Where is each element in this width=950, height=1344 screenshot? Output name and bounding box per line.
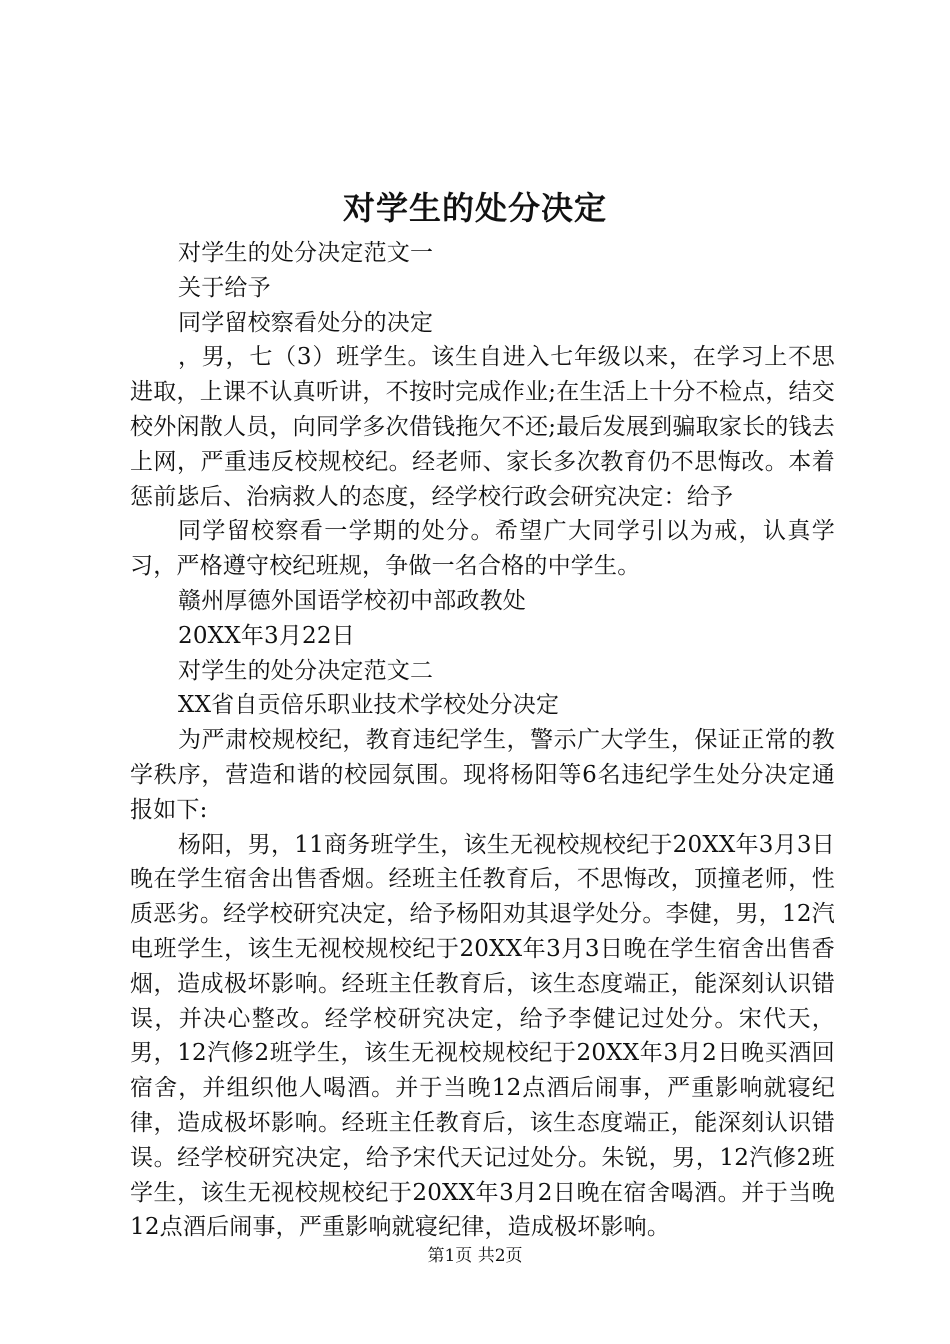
page-footer: 第1页 共2页 (427, 1246, 523, 1266)
paragraph-issuer: 赣州厚德外国语学校初中部政教处 (178, 587, 526, 614)
paragraph-heading-1: 对学生的处分决定范文一 (178, 240, 434, 266)
document-title: 对学生的处分决定 (342, 189, 607, 227)
paragraph-details: 杨阳，男，11商务班学生，该生无视校规校纪于20XX年3月3日晚在学生宿舍出售香烟。经班主任教育后，不思悔改，顶撞老师，性质恶劣。经学校研究决定，给予杨阳劝其退学处分。李健，男，12汽电班学生，该生无视校规校纪于20XX年3月3日晚在学生宿舍出售香烟，造成极坏影响。经班主任教育后，该生态度端正，能深刻认识错误，并决心整改。经学校研究决定，给予李健记过处分。宋代天，男，12汽修2班学生，该生无视校规校纪于20XX年3月2日晚买酒回宿舍，并组织他人喝酒。并于当晚12点酒后闹事，严重影响就寝纪律，造成极坏影响。经班主任教育后，该生态度端正，能深刻认识错误。经学校研究决定，给予宋代天记过处分。朱锐，男，12汽修2班学生，该生无视校规校纪于20XX年3月2日晚在宿舍喝酒。并于当晚12点酒后闹事，严重影响就寝纪律，造成极坏影响。 (130, 831, 835, 1241)
paragraph-subject-line-1: 关于给予 (178, 274, 271, 301)
paragraph-decision: 同学留校察看一学期的处分。希望广大同学引以为戒，认真学习，严格遵守校纪班规，争做一名合格的中学生。 (130, 518, 835, 580)
paragraph-subject-line-2: 同学留校察看处分的决定 (178, 309, 434, 336)
paragraph-date: 20XX年3月22日 (178, 622, 355, 649)
paragraph-heading-2: 对学生的处分决定范文二 (178, 657, 434, 684)
paragraph-school-title: XX省自贡倍乐职业技术学校处分决定 (178, 692, 560, 719)
document-body (130, 236, 835, 1245)
paragraph-intro: 为严肃校规校纪，教育违纪学生，警示广大学生，保证正常的教学秩序，营造和谐的校园氛围。现将杨阳等6名违纪学生处分决定通报如下: (130, 727, 835, 823)
paragraph-student-description: ，男，七（3）班学生。该生自进入七年级以来，在学习上不思进取，上课不认真听讲，不按时完成作业;在生活上十分不检点，结交校外闲散人员，向同学多次借钱拖欠不还;最后发展到骗取家长的钱去上网，严重违反校规校纪。经老师、家长多次教育仍不思悔改。本着惩前毖后、治病救人的态度，经学校行政会研究决定：给予 (130, 344, 835, 510)
